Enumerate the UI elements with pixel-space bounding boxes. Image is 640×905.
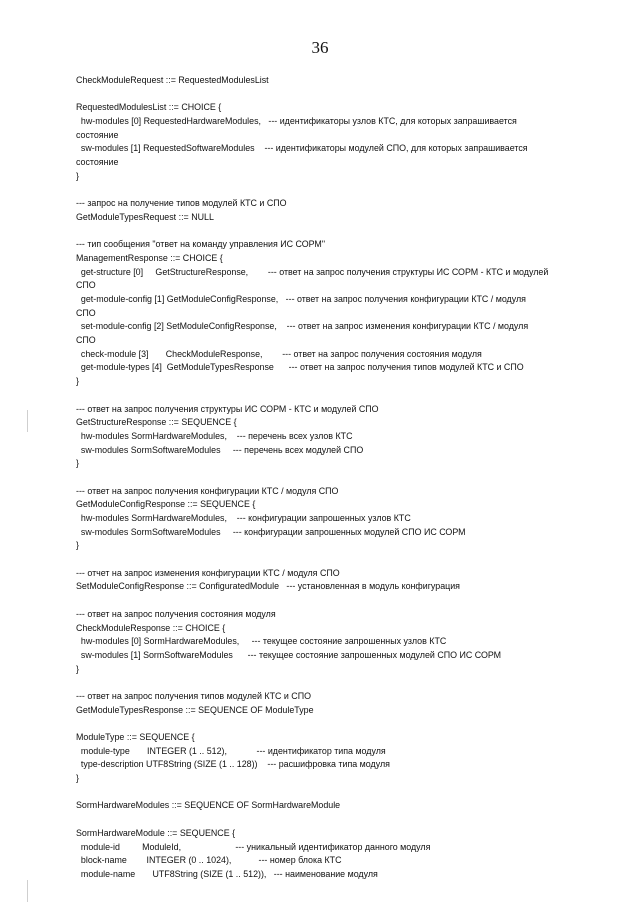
code-line: состояние bbox=[76, 129, 119, 140]
code-line: } bbox=[76, 540, 79, 551]
code-line: get-module-config [1] GetModuleConfigResponse, --- ответ на запрос получения конфигурации КТС / модуля bbox=[76, 294, 526, 304]
blank-line bbox=[76, 813, 586, 827]
code-line: sw-modules SormSoftwareModules --- конфигурации запрошенных модулей СПО ИС СОРМ bbox=[76, 526, 466, 537]
code-line: СПО bbox=[76, 307, 96, 318]
code-line: sw-modules SormSoftwareModules --- перечень всех модулей СПО bbox=[76, 444, 364, 455]
blank-line bbox=[76, 225, 586, 239]
code-line: hw-modules [0] SormHardwareModules, --- текущее состояние запрошенных узлов КТС bbox=[76, 636, 447, 647]
blank-line bbox=[76, 389, 586, 403]
blank-line bbox=[76, 471, 586, 485]
code-line: --- ответ на запрос получения состояния модуля bbox=[76, 608, 276, 619]
scan-edge-mark bbox=[27, 410, 28, 432]
code-line: --- ответ на запрос получения конфигурации КТС / модуля СПО bbox=[76, 485, 339, 496]
blank-line bbox=[76, 594, 586, 608]
code-line: module-name UTF8String (SIZE (1 .. 512)), --- наименование модуля bbox=[76, 868, 378, 879]
scan-edge-mark bbox=[27, 880, 28, 902]
code-line: RequestedModulesList ::= CHOICE { bbox=[76, 102, 222, 113]
code-line: CheckModuleRequest ::= RequestedModulesList bbox=[76, 75, 269, 85]
code-line: состояние bbox=[76, 157, 119, 168]
code-line: get-module-types [4] GetModuleTypesResponse --- ответ на запрос получения типов модулей КТС и СПО bbox=[76, 362, 524, 373]
code-line: ModuleType ::= SEQUENCE { bbox=[76, 732, 195, 742]
code-line: --- ответ на запрос получения структуры ИС СОРМ - КТС и модулей СПО bbox=[76, 403, 379, 414]
blank-line bbox=[76, 184, 586, 198]
blank-line bbox=[76, 717, 586, 731]
code-line: СПО bbox=[76, 280, 96, 291]
code-line: check-module [3] CheckModuleResponse, --- ответ на запрос получения состояния модуля bbox=[76, 348, 482, 359]
code-line: hw-modules [0] RequestedHardwareModules, --- идентификаторы узлов КТС, для которых запрашивается bbox=[76, 116, 517, 127]
code-line: SetModuleConfigResponse ::= ConfiguratedModule --- установленная в модуль конфигурация bbox=[76, 581, 460, 592]
code-line: sw-modules [1] RequestedSoftwareModules --- идентификаторы модулей СПО, для которых запрашивается bbox=[76, 143, 528, 154]
code-line: SormHardwareModule ::= SEQUENCE { bbox=[76, 827, 236, 838]
code-line: GetModuleConfigResponse ::= SEQUENCE { bbox=[76, 499, 256, 510]
code-line: GetModuleTypesRequest ::= NULL bbox=[76, 211, 214, 222]
code-line: --- отчет на запрос изменения конфигурации КТС / модуля СПО bbox=[76, 567, 340, 578]
code-line: СПО bbox=[76, 335, 96, 346]
blank-line bbox=[76, 553, 586, 567]
code-line: } bbox=[76, 170, 79, 181]
blank-line bbox=[76, 88, 586, 102]
code-line: } bbox=[76, 773, 79, 784]
code-line: --- тип сообщения "ответ на команду управления ИС СОРМ" bbox=[76, 239, 325, 250]
code-line: GetStructureResponse ::= SEQUENCE { bbox=[76, 417, 237, 428]
code-line: block-name INTEGER (0 .. 1024), --- номер блока КТС bbox=[76, 855, 342, 866]
code-line: get-structure [0] GetStructureResponse, --- ответ на запрос получения структуры ИС СОРМ - КТС и модулей bbox=[76, 266, 549, 277]
code-line: } bbox=[76, 376, 79, 387]
code-line: sw-modules [1] SormSoftwareModules --- текущее состояние запрошенных модулей СПО ИС СОРМ bbox=[76, 649, 502, 660]
code-line: } bbox=[76, 458, 79, 469]
code-line: ManagementResponse ::= CHOICE { bbox=[76, 252, 223, 263]
code-line: hw-modules SormHardwareModules, --- перечень всех узлов КТС bbox=[76, 430, 353, 441]
blank-line bbox=[76, 676, 586, 690]
document-body bbox=[76, 74, 586, 882]
code-line: module-id ModuleId, --- уникальный идентификатор данного модуля bbox=[76, 841, 431, 852]
code-line: hw-modules SormHardwareModules, --- конфигурации запрошенных узлов КТС bbox=[76, 513, 411, 523]
code-line: module-type INTEGER (1 .. 512), --- идентификатор типа модуля bbox=[76, 745, 386, 756]
code-line: CheckModuleResponse ::= CHOICE { bbox=[76, 622, 226, 633]
code-line: GetModuleTypesResponse ::= SEQUENCE OF ModuleType bbox=[76, 704, 314, 715]
code-line: --- ответ на запрос получения типов модулей КТС и СПО bbox=[76, 690, 311, 701]
code-line: } bbox=[76, 663, 79, 674]
blank-line bbox=[76, 786, 586, 800]
page-number: 36 bbox=[311, 38, 329, 57]
code-line: --- запрос на получение типов модулей КТС и СПО bbox=[76, 198, 287, 209]
code-line: set-module-config [2] SetModuleConfigResponse, --- ответ на запрос изменения конфигурации КТС / модуля bbox=[76, 321, 529, 332]
code-line: SormHardwareModules ::= SEQUENCE OF SormHardwareModule bbox=[76, 800, 341, 811]
code-line: type-description UTF8String (SIZE (1 .. 128)) --- расшифровка типа модуля bbox=[76, 759, 390, 770]
